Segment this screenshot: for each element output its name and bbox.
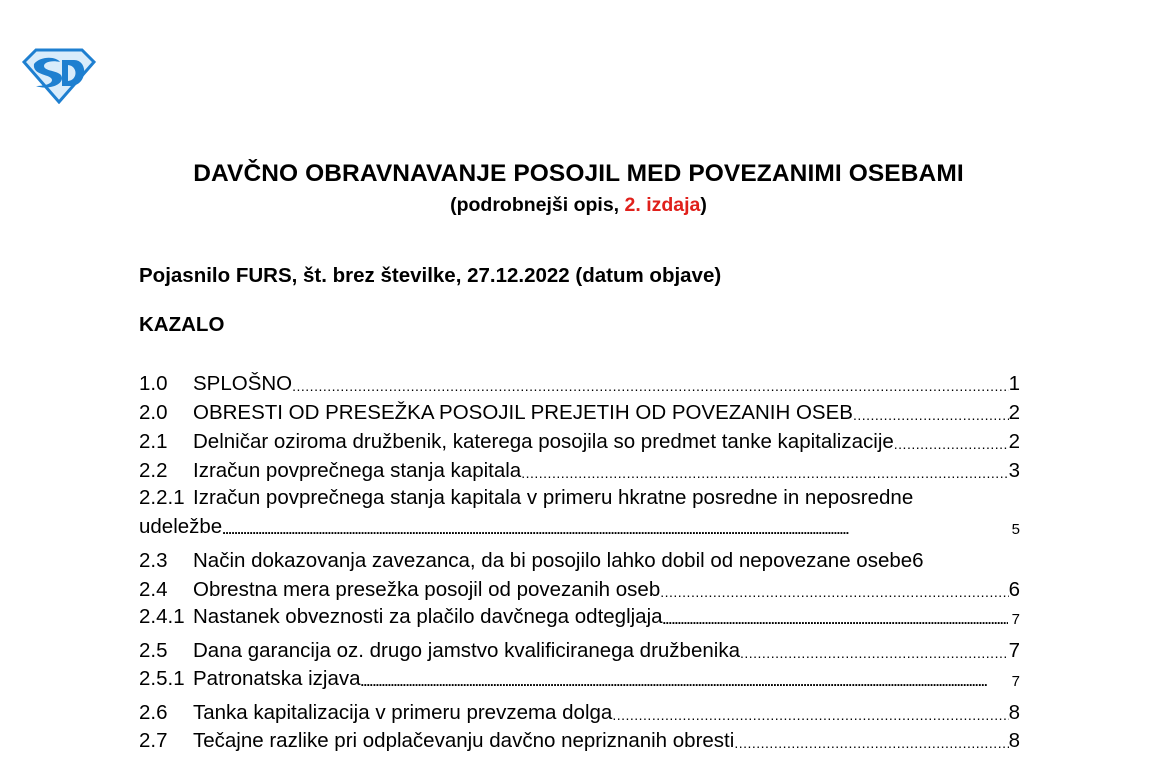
toc-entry[interactable] xyxy=(139,726,1020,755)
toc-entry-title: Dana garancija oz. drugo jamstvo kvalificiranega družbenika xyxy=(193,639,740,662)
toc-entry-title: Tečajne razlike pri odplačevanju davčno nepriznanih obresti xyxy=(193,729,735,752)
toc-leader-dots xyxy=(894,427,1009,459)
source-note: Pojasnilo FURS, št. brez številke, 27.12.2022 (datum objave) xyxy=(139,264,722,287)
toc-leader-dots xyxy=(663,602,1008,634)
toc-entry-title: Obrestna mera presežka posojil od povezanih oseb xyxy=(193,578,661,601)
toc-entry-page: 2 xyxy=(1008,430,1020,453)
toc-entry-number: 2.2.1 xyxy=(139,486,185,509)
toc-entry-page: 6 xyxy=(1008,578,1020,601)
toc-entry-page: 8 xyxy=(1008,701,1020,724)
toc-leader-dots xyxy=(361,664,1008,696)
toc-entry-page: 2 xyxy=(1008,401,1020,424)
toc-entry-continuation[interactable] xyxy=(139,512,1020,541)
toc-entry-page: 5 xyxy=(1011,521,1020,538)
toc-entry[interactable] xyxy=(139,483,1020,512)
document-subtitle xyxy=(0,194,1157,217)
toc-entry-page: 7 xyxy=(1011,611,1020,628)
toc-entry-number: 2.3 xyxy=(139,549,168,572)
toc-entry-number: 2.1 xyxy=(139,430,168,453)
toc-entry-title: Tanka kapitalizacija v primeru prevzema dolga xyxy=(193,701,613,724)
toc-entry-title: Patronatska izjava xyxy=(193,667,361,690)
toc-entry[interactable] xyxy=(139,546,1020,575)
logo xyxy=(22,48,96,104)
toc-entry-title: Delničar oziroma družbenik, katerega posojila so predmet tanke kapitalizacije xyxy=(193,430,894,453)
toc-entry-title: Izračun povprečnega stanja kapitala xyxy=(193,459,522,482)
subtitle-open: (podrobnejši opis, xyxy=(450,194,625,216)
toc-entry-title: SPLOŠNO xyxy=(193,372,293,395)
toc-entry[interactable] xyxy=(139,456,1020,485)
toc-entry[interactable] xyxy=(139,398,1020,427)
toc-entry[interactable] xyxy=(139,698,1020,727)
toc-entry[interactable] xyxy=(139,602,1020,631)
toc-entry-page: 7 xyxy=(1008,639,1020,662)
toc-entry-page: 3 xyxy=(1008,459,1020,482)
toc-entry-number: 1.0 xyxy=(139,372,168,395)
subtitle-close: ) xyxy=(700,194,707,216)
toc-entry[interactable] xyxy=(139,575,1020,604)
toc-leader-dots xyxy=(853,398,1009,430)
document-title: DAVČNO OBRAVNAVANJE POSOJIL MED POVEZANIMI OSEBAMI xyxy=(193,160,964,187)
toc-entry-number: 2.5 xyxy=(139,639,168,662)
toc-entry[interactable] xyxy=(139,664,1020,693)
toc-entry[interactable] xyxy=(139,427,1020,456)
toc-entry-title: OBRESTI OD PRESEŽKA POSOJIL PREJETIH OD POVEZANIH OSEB xyxy=(193,401,853,424)
toc-leader-dots xyxy=(222,512,1007,541)
toc-leader-dots xyxy=(734,726,1008,758)
toc-heading: KAZALO xyxy=(139,313,225,336)
toc-entry-title: Izračun povprečnega stanja kapitala v primeru hkratne posredne in neposredne xyxy=(193,486,914,509)
shield-logo-icon xyxy=(22,48,96,104)
toc-entry[interactable] xyxy=(139,369,1020,398)
toc-entry-page: 8 xyxy=(1008,729,1020,752)
toc-entry-number: 2.0 xyxy=(139,401,168,424)
toc-entry-page: 1 xyxy=(1008,372,1020,395)
toc-entry-number: 2.6 xyxy=(139,701,168,724)
toc-entry-number: 2.4 xyxy=(139,578,168,601)
toc-entry-title: Nastanek obveznosti za plačilo davčnega odtegljaja xyxy=(193,605,663,628)
toc-entry-number: 2.5.1 xyxy=(139,667,185,690)
toc-entry-title: Način dokazovanja zavezanca, da bi posojilo lahko dobil od nepovezane osebe xyxy=(193,549,913,572)
toc-entry-number: 2.4.1 xyxy=(139,605,185,628)
toc-entry-number: 2.7 xyxy=(139,729,168,752)
toc-entry-title-continued: udeležbe xyxy=(139,515,223,538)
edition-label: 2. izdaja xyxy=(624,194,701,216)
toc-entry-page: 7 xyxy=(1011,673,1020,690)
toc-entry-page: 6 xyxy=(912,549,924,572)
toc-entry[interactable] xyxy=(139,636,1020,665)
toc-entry-number: 2.2 xyxy=(139,459,168,482)
toc-leader-dots xyxy=(292,369,1008,401)
